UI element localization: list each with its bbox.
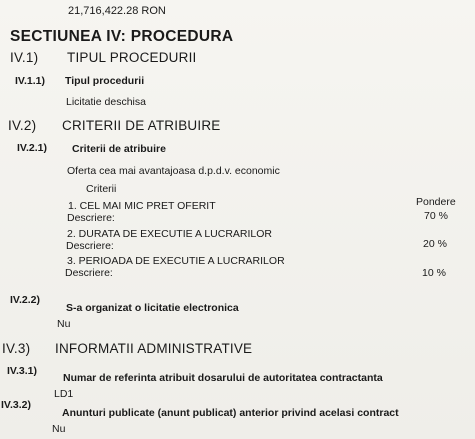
iv3-number: IV.3) (2, 341, 31, 356)
iv2-heading: CRITERII DE ATRIBUIRE (62, 118, 221, 133)
weight-header: Pondere (416, 196, 456, 208)
criterion-2-description: Descriere: (66, 240, 114, 252)
previous-notices-value: Nu (52, 423, 66, 435)
iv2-2-number: IV.2.2) (10, 294, 40, 306)
iv1-heading: TIPUL PROCEDURII (67, 50, 197, 65)
iv2-number: IV.2) (8, 118, 37, 133)
electronic-auction-value: Nu (57, 318, 71, 330)
criterion-3-name: 3. PERIOADA DE EXECUTIE A LUCRARILOR (67, 255, 285, 267)
iv3-1-number: IV.3.1) (7, 365, 37, 377)
criterion-2-weight: 20 % (423, 238, 447, 250)
criterion-1-weight: 70 % (424, 210, 448, 222)
criterion-1-name: 1. CEL MAI MIC PRET OFERIT (68, 200, 216, 212)
iv3-2-heading: Anunturi publicate (anunt publicat) anterior privind acelasi contract (62, 407, 399, 419)
iv2-1-heading: Criterii de atribuire (72, 143, 166, 155)
criterion-2-name: 2. DURATA DE EXECUTIE A LUCRARILOR (67, 228, 272, 240)
iv1-1-number: IV.1.1) (15, 75, 45, 87)
contract-amount: 21,716,422.28 RON (68, 5, 166, 17)
iv3-heading: INFORMATII ADMINISTRATIVE (55, 341, 253, 356)
criterion-3-weight: 10 % (422, 267, 446, 279)
procedure-type-value: Licitatie deschisa (66, 96, 146, 108)
iv1-number: IV.1) (10, 50, 39, 65)
iv2-2-heading: S-a organizat o licitatie electronica (66, 302, 239, 314)
section-title: SECTIUNEA IV: PROCEDURA (10, 28, 234, 45)
iv3-2-number: IV.3.2) (1, 399, 31, 411)
iv1-1-heading: Tipul procedurii (65, 75, 145, 87)
award-criteria-value: Oferta cea mai avantajoasa d.p.d.v. economic (67, 165, 280, 177)
iv3-1-heading: Numar de referinta atribuit dosarului de autoritatea contractanta (63, 372, 383, 384)
criterion-3-description: Descriere: (65, 267, 113, 279)
reference-number-value: LD1 (54, 388, 74, 400)
criteria-header: Criterii (86, 183, 117, 195)
criterion-1-description: Descriere: (67, 212, 115, 224)
iv2-1-number: IV.2.1) (17, 142, 47, 154)
